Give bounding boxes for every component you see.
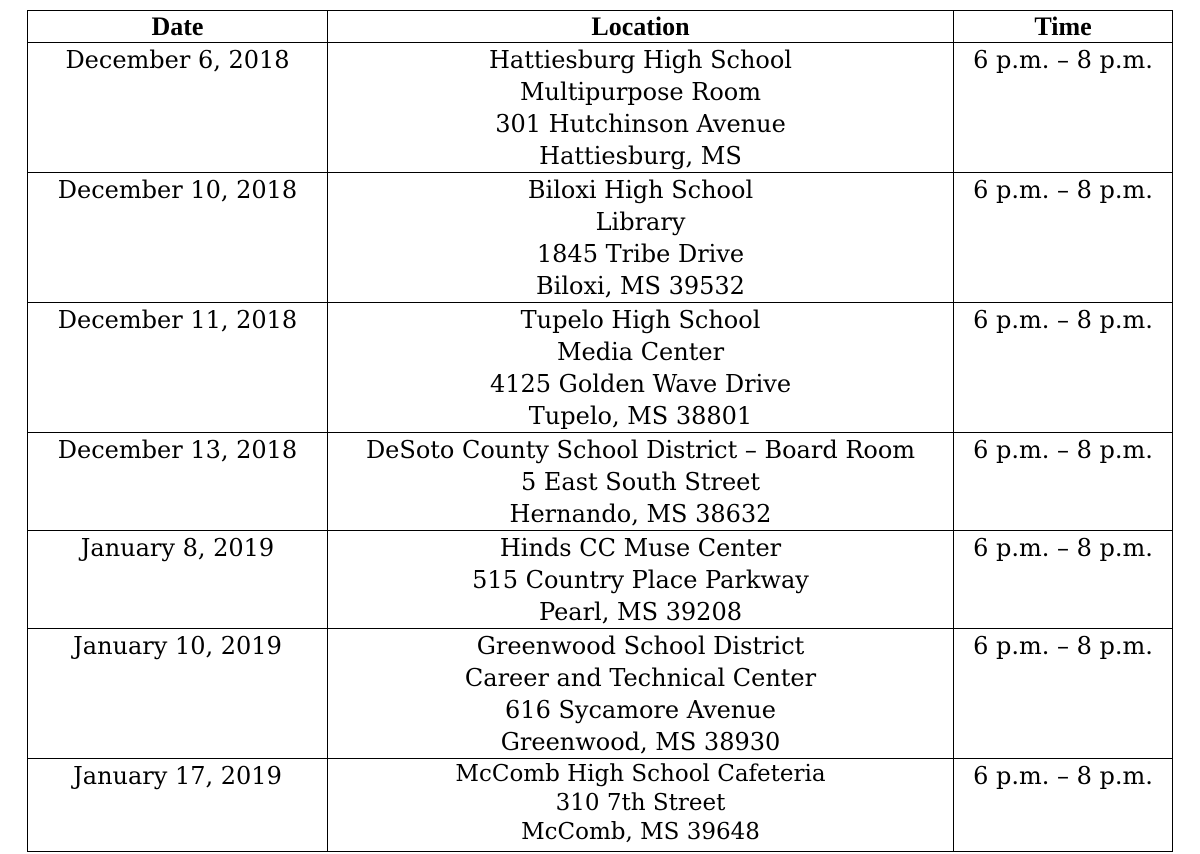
time-text: 6 p.m. – 8 p.m. <box>973 306 1153 334</box>
location-cell <box>328 759 954 852</box>
location-cell <box>328 629 954 759</box>
table-row <box>28 531 1173 629</box>
table-row <box>28 173 1173 303</box>
time-column-header: Time <box>954 11 1173 43</box>
table-row <box>28 629 1173 759</box>
date-cell <box>28 43 328 173</box>
location-line: 301 Hutchinson Avenue <box>495 110 786 138</box>
time-text: 6 p.m. – 8 p.m. <box>973 534 1153 562</box>
time-cell <box>954 173 1173 303</box>
location-line: 1845 Tribe Drive <box>536 240 745 268</box>
location-line: Pearl, MS 39208 <box>539 598 742 626</box>
date-text: December 13, 2018 <box>57 436 298 464</box>
location-line: Tupelo High School <box>520 306 761 334</box>
location-cell <box>328 531 954 629</box>
location-line: Hattiesburg High School <box>489 46 792 74</box>
date-cell <box>28 173 328 303</box>
location-line: Greenwood, MS 38930 <box>500 728 781 756</box>
location-line: 616 Sycamore Avenue <box>505 696 776 724</box>
location-line: DeSoto County School District – Board Room <box>365 436 916 464</box>
location-cell <box>328 173 954 303</box>
location-line: Media Center <box>556 338 725 366</box>
location-line: 4125 Golden Wave Drive <box>489 370 792 398</box>
location-line: Biloxi, MS 39532 <box>536 272 745 300</box>
date-text: January 8, 2019 <box>80 534 275 562</box>
location-cell <box>328 433 954 531</box>
location-line: 310 7th Street <box>555 790 726 816</box>
location-line: Library <box>595 208 686 236</box>
date-text: December 11, 2018 <box>57 306 298 334</box>
meeting-schedule-table <box>27 10 1173 852</box>
time-text: 6 p.m. – 8 p.m. <box>973 176 1153 204</box>
time-cell <box>954 531 1173 629</box>
location-line: Biloxi High School <box>527 176 754 204</box>
location-line: Multipurpose Room <box>519 78 761 106</box>
location-cell <box>328 303 954 433</box>
date-cell <box>28 303 328 433</box>
time-cell <box>954 759 1173 852</box>
date-cell <box>28 531 328 629</box>
table-row <box>28 433 1173 531</box>
time-cell <box>954 303 1173 433</box>
time-cell <box>954 43 1173 173</box>
location-line: McComb High School Cafeteria <box>455 761 826 787</box>
time-text: 6 p.m. – 8 p.m. <box>973 762 1153 790</box>
location-line: Hernando, MS 38632 <box>509 500 772 528</box>
location-cell <box>328 43 954 173</box>
time-cell <box>954 629 1173 759</box>
date-text: January 17, 2019 <box>73 762 282 790</box>
date-column-header: Date <box>28 11 328 43</box>
location-line: Career and Technical Center <box>464 664 817 692</box>
date-cell <box>28 759 328 852</box>
table-row <box>28 759 1173 852</box>
date-text: December 10, 2018 <box>57 176 298 204</box>
time-text: 6 p.m. – 8 p.m. <box>973 436 1153 464</box>
time-text: 6 p.m. – 8 p.m. <box>973 632 1153 660</box>
date-text: January 10, 2019 <box>73 632 282 660</box>
time-text: 6 p.m. – 8 p.m. <box>973 46 1153 74</box>
location-line: McComb, MS 39648 <box>521 819 760 845</box>
location-line: Hinds CC Muse Center <box>499 534 782 562</box>
table-row <box>28 43 1173 173</box>
time-cell <box>954 433 1173 531</box>
date-cell <box>28 629 328 759</box>
table-row <box>28 303 1173 433</box>
date-text: December 6, 2018 <box>65 46 290 74</box>
location-line: Tupelo, MS 38801 <box>528 402 753 430</box>
location-column-header: Location <box>328 11 954 43</box>
location-line: Hattiesburg, MS <box>539 142 742 170</box>
location-line: 515 Country Place Parkway <box>472 566 809 594</box>
location-line: 5 East South Street <box>520 468 760 496</box>
header-row <box>28 11 1173 43</box>
location-line: Greenwood School District <box>476 632 805 660</box>
date-cell <box>28 433 328 531</box>
